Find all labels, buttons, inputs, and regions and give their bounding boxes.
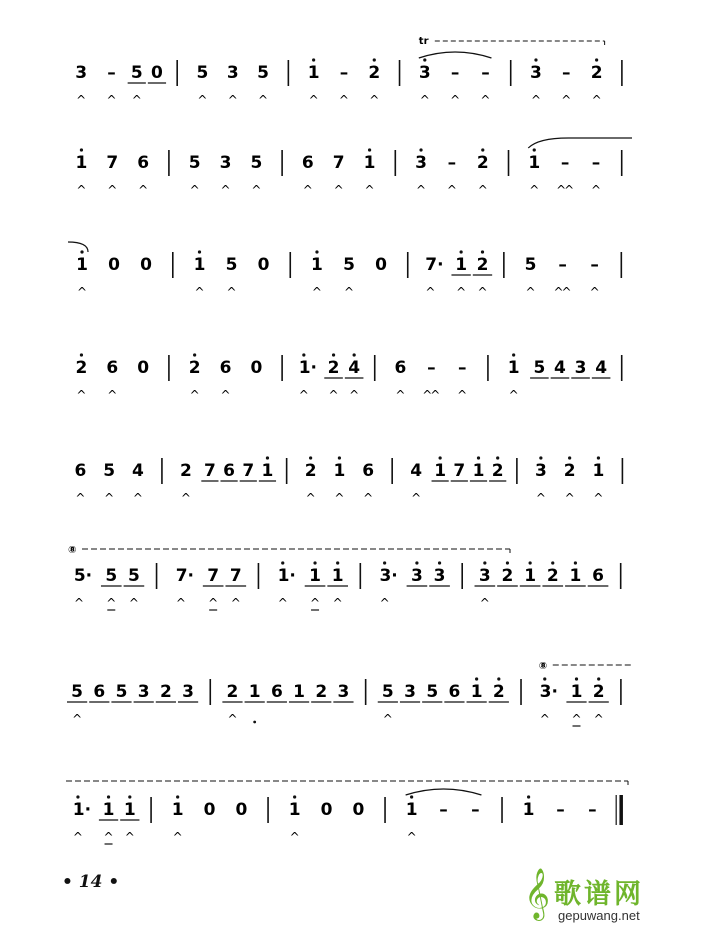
note: 3: [415, 153, 427, 173]
note: 1: [293, 682, 305, 702]
octave-dot: [80, 148, 83, 151]
note: 6: [223, 461, 236, 481]
note: 5: [115, 682, 128, 702]
accent-mark: ^: [450, 93, 461, 107]
note: 7: [242, 461, 255, 481]
note: 4: [554, 358, 566, 378]
accent-mark: ^: [328, 388, 339, 402]
note: 1: [472, 461, 485, 481]
octave-dot: [80, 353, 83, 356]
octave-dot: [497, 677, 500, 680]
note: 1: [592, 461, 605, 481]
octave-dot: [312, 58, 315, 61]
accent-mark: ^: [556, 183, 567, 197]
note: –: [471, 800, 480, 820]
note: –: [588, 800, 597, 820]
accent-mark: ^: [310, 596, 321, 610]
note: 0: [137, 358, 150, 378]
accent-mark: ^: [571, 712, 582, 726]
note: 5: [196, 63, 209, 83]
note: 0: [235, 800, 248, 820]
accent-mark: ^: [525, 285, 536, 299]
note: 2: [368, 63, 381, 83]
note: 2: [491, 461, 504, 481]
note: 6: [93, 682, 106, 702]
page-number: • 14 •: [62, 872, 120, 892]
note: 5: [127, 566, 140, 586]
staccato-dot: [253, 721, 256, 724]
accent-mark: ^: [226, 285, 237, 299]
note: 2: [159, 682, 172, 702]
note: –: [457, 358, 467, 378]
note: 1: [288, 800, 301, 820]
note: –: [107, 63, 116, 83]
octave-dot: [533, 148, 536, 151]
note: 3: [182, 682, 195, 702]
octave-dot: [107, 795, 110, 798]
note: –: [562, 63, 571, 83]
note: 1: [434, 461, 447, 481]
accent-mark: ^: [308, 93, 319, 107]
accent-mark: ^: [208, 596, 219, 610]
note: 5: [103, 461, 116, 481]
accent-mark: ^: [589, 285, 600, 299]
accent-mark: ^: [406, 830, 417, 844]
note: 5: [71, 682, 84, 702]
note: –: [447, 153, 457, 173]
note: 6: [592, 566, 604, 586]
octave-dot: [460, 250, 463, 253]
accent-mark: ^: [230, 596, 241, 610]
octave-dot: [539, 456, 542, 459]
accent-mark: ^: [311, 285, 322, 299]
treble-clef-icon: 𝄞: [524, 868, 551, 919]
octave-dot: [574, 561, 577, 564]
note: 5: [533, 358, 546, 378]
note: 5: [130, 63, 143, 83]
accent-mark: ^: [128, 596, 139, 610]
note: 1: [193, 255, 206, 275]
accent-mark: ^: [529, 183, 540, 197]
accent-mark: ^: [124, 830, 135, 844]
note: 1·: [298, 358, 317, 378]
accent-mark: ^: [106, 596, 117, 610]
slur: [419, 52, 492, 58]
accent-mark: ^: [480, 93, 491, 107]
note: –: [427, 358, 436, 378]
accent-mark: ^: [72, 830, 83, 844]
note: 3: [219, 153, 232, 173]
accent-mark: ^: [72, 712, 83, 726]
accent-mark: ^: [227, 712, 238, 726]
accent-mark: ^: [422, 388, 433, 402]
accent-mark: ^: [349, 388, 360, 402]
accent-mark: ^: [363, 491, 374, 505]
note: 4: [410, 461, 423, 481]
note: –: [558, 255, 567, 275]
note: 6: [219, 358, 232, 378]
note: 2: [304, 461, 317, 481]
octave-dot: [477, 456, 480, 459]
note: 0: [151, 63, 163, 83]
octave-dot: [575, 677, 578, 680]
accent-mark: ^: [76, 93, 87, 107]
trill-mark: tr: [418, 36, 429, 47]
note: 3: [226, 63, 239, 83]
octave-dot: [313, 561, 316, 564]
note: 3: [433, 566, 446, 586]
note: 3: [574, 358, 587, 378]
note: 5: [250, 153, 263, 173]
accent-mark: ^: [107, 388, 118, 402]
note: –: [450, 63, 460, 83]
note: 5: [225, 255, 238, 275]
accent-mark: ^: [220, 388, 231, 402]
octave-dot: [506, 561, 509, 564]
note: 2: [476, 153, 489, 173]
accent-mark: ^: [369, 93, 380, 107]
octave-dot: [597, 677, 600, 680]
octave-dot: [439, 456, 442, 459]
note: 1: [455, 255, 468, 275]
accent-mark: ^: [561, 285, 572, 299]
accent-mark: ^: [564, 491, 575, 505]
note: 1: [363, 153, 376, 173]
octave-dot: [198, 250, 201, 253]
note: 7: [453, 461, 466, 481]
note: –: [481, 63, 490, 83]
accent-mark: ^: [104, 491, 115, 505]
accent-mark: ^: [446, 183, 457, 197]
accent-mark: ^: [194, 285, 205, 299]
note: 1: [333, 461, 346, 481]
slur: [406, 789, 482, 795]
note: 0: [375, 255, 387, 275]
octave-dot: [543, 677, 546, 680]
note: 5: [381, 682, 394, 702]
slur-close: [68, 242, 88, 252]
note: 3: [418, 63, 431, 83]
note: 1: [524, 566, 537, 586]
accent-mark: ^: [107, 183, 118, 197]
note: 4: [348, 358, 361, 378]
accent-mark: ^: [73, 596, 85, 610]
octave-dot: [481, 148, 484, 151]
note: 1: [307, 63, 320, 83]
accent-mark: ^: [334, 491, 345, 505]
accent-mark: ^: [197, 93, 208, 107]
note: 3: [337, 682, 350, 702]
note: 3: [534, 461, 547, 481]
watermark-url: gepuwang.net: [558, 908, 640, 923]
accent-mark: ^: [289, 830, 300, 844]
octave-dot: [373, 58, 376, 61]
accent-mark: ^: [553, 285, 564, 299]
note: 7: [332, 153, 345, 173]
note: 7·: [175, 566, 195, 586]
note: 1: [522, 800, 535, 820]
octave-dot: [496, 456, 499, 459]
note: 3: [404, 682, 416, 702]
accent-mark: ^: [338, 93, 349, 107]
octave-dot: [481, 250, 484, 253]
accent-mark: ^: [477, 285, 488, 299]
accent-mark: ^: [227, 93, 238, 107]
note: 6: [106, 358, 119, 378]
note: 6: [362, 461, 375, 481]
accent-mark: ^: [138, 183, 149, 197]
note: 7: [229, 566, 242, 586]
note: 2: [563, 461, 576, 481]
accent-mark: ^: [132, 491, 143, 505]
note: 6: [74, 461, 87, 481]
octave-dot: [595, 58, 598, 61]
note: 7·: [425, 255, 444, 275]
octave-dot: [293, 795, 296, 798]
accent-mark: ^: [76, 388, 87, 402]
accent-mark: ^: [298, 388, 309, 402]
octave-dot: [410, 795, 413, 798]
note: 2: [75, 358, 88, 378]
note: 3: [75, 63, 88, 83]
octave-dot: [527, 795, 530, 798]
note: 6: [394, 358, 407, 378]
note: 5: [343, 255, 355, 275]
note: 1: [528, 153, 541, 173]
octave-dot: [368, 148, 371, 151]
accent-mark: ^: [593, 491, 604, 505]
octave-dot: [80, 250, 83, 253]
octave-dot: [332, 353, 335, 356]
octave-dot: [415, 561, 418, 564]
note: 3: [410, 566, 423, 586]
note: 6: [270, 682, 283, 702]
note: 1: [76, 255, 88, 275]
note: –: [560, 153, 570, 173]
note: –: [556, 800, 565, 820]
note: 0: [108, 255, 120, 275]
accent-mark: ^: [591, 93, 602, 107]
accent-mark: ^: [343, 285, 355, 299]
accent-mark: ^: [172, 830, 183, 844]
accent-mark: ^: [379, 596, 390, 610]
octave-dot: [423, 58, 426, 61]
accent-mark: ^: [535, 491, 546, 505]
accent-mark: ^: [305, 491, 316, 505]
note: –: [591, 153, 601, 173]
accent-mark: ^: [430, 388, 441, 402]
note: 5: [188, 153, 201, 173]
accent-mark: ^: [561, 93, 572, 107]
accent-mark: ^: [590, 183, 602, 197]
note: 0: [203, 800, 216, 820]
octave-dot: [597, 456, 600, 459]
octave-dot: [266, 456, 269, 459]
note: 1·: [277, 566, 296, 586]
accent-mark: ^: [419, 93, 430, 107]
octave-dot: [419, 148, 422, 151]
note: 1: [102, 800, 115, 820]
note: 3: [530, 63, 542, 83]
note: 2: [476, 255, 489, 275]
accent-mark: ^: [76, 285, 88, 299]
note: 1: [470, 682, 483, 702]
note: 2: [226, 682, 239, 702]
note: 1: [261, 461, 274, 481]
accent-mark: ^: [395, 388, 406, 402]
note: 0: [250, 358, 263, 378]
note: 1: [507, 358, 520, 378]
note: 2: [501, 566, 514, 586]
octave-dot: [568, 456, 571, 459]
octave-dot: [534, 58, 537, 61]
note: 2: [315, 682, 328, 702]
note: 2: [188, 358, 201, 378]
note: 1: [405, 800, 418, 820]
octave-dot: [309, 456, 312, 459]
note: 1: [123, 800, 136, 820]
note: 1: [570, 682, 583, 702]
octave-dot: [475, 677, 478, 680]
note: 0: [140, 255, 153, 275]
accent-mark: ^: [76, 183, 87, 197]
accent-mark: ^: [425, 285, 436, 299]
note: 6: [301, 153, 314, 173]
octave-dot: [336, 561, 339, 564]
octave-dot: [483, 561, 486, 564]
note: –: [339, 63, 349, 83]
note: 2: [546, 566, 559, 586]
ottava-mark: ⑧: [68, 545, 77, 556]
note: 6: [137, 153, 150, 173]
octave-dot: [529, 561, 532, 564]
note: 0: [257, 255, 270, 275]
accent-mark: ^: [364, 183, 375, 197]
accent-mark: ^: [220, 183, 231, 197]
accent-mark: ^: [258, 93, 269, 107]
note: 3·: [539, 682, 558, 702]
octave-dot: [315, 250, 318, 253]
accent-mark: ^: [382, 712, 393, 726]
watermark-title: 歌谱网: [554, 879, 644, 910]
accent-mark: ^: [457, 388, 468, 402]
octave-dot: [76, 795, 79, 798]
accent-mark: ^: [530, 93, 542, 107]
octave-dot: [512, 353, 515, 356]
accent-mark: ^: [411, 491, 422, 505]
note: 1: [311, 255, 323, 275]
octave-dot: [551, 561, 554, 564]
note: 2: [592, 682, 605, 702]
octave-dot: [302, 353, 305, 356]
accent-mark: ^: [508, 388, 519, 402]
note: 1: [75, 153, 88, 173]
accent-mark: ^: [416, 183, 427, 197]
note: 7: [203, 461, 216, 481]
note: 3·: [379, 566, 398, 586]
note: 7: [106, 153, 119, 173]
note: 2: [179, 461, 192, 481]
octave-dot: [353, 353, 356, 356]
note: 2: [327, 358, 340, 378]
accent-mark: ^: [539, 712, 550, 726]
note: 1: [248, 682, 261, 702]
note: 5: [105, 566, 118, 586]
note: 2: [492, 682, 505, 702]
note: 0: [320, 800, 333, 820]
note: 5: [426, 682, 439, 702]
slur-open: [528, 138, 632, 148]
octave-dot: [438, 561, 441, 564]
note: 2: [590, 63, 603, 83]
note: –: [439, 800, 448, 820]
note: 4: [595, 358, 608, 378]
note: 1: [309, 566, 321, 586]
accent-mark: ^: [564, 183, 575, 197]
accent-mark: ^: [103, 830, 114, 844]
note: 1·: [72, 800, 92, 820]
accent-mark: ^: [593, 712, 604, 726]
accent-mark: ^: [189, 183, 200, 197]
watermark-logo[interactable]: [524, 868, 684, 928]
note: –: [590, 255, 599, 275]
octave-dot: [193, 353, 196, 356]
octave-dot: [128, 795, 131, 798]
accent-mark: ^: [456, 285, 467, 299]
accent-mark: ^: [106, 93, 117, 107]
accent-mark: ^: [189, 388, 200, 402]
accent-mark: ^: [332, 596, 343, 610]
note: 5: [257, 63, 270, 83]
accent-mark: ^: [477, 183, 488, 197]
accent-mark: ^: [175, 596, 186, 610]
note: 4: [132, 461, 144, 481]
accent-mark: ^: [479, 596, 490, 610]
accent-mark: ^: [180, 491, 191, 505]
note: 1: [331, 566, 344, 586]
octave-dot: [383, 561, 386, 564]
note: 5: [524, 255, 537, 275]
octave-dot: [338, 456, 341, 459]
accent-mark: ^: [131, 93, 142, 107]
octave-dot: [281, 561, 284, 564]
note: 3: [137, 682, 150, 702]
accent-mark: ^: [251, 183, 262, 197]
note: 6: [448, 682, 461, 702]
accent-mark: ^: [333, 183, 344, 197]
note: 1: [171, 800, 184, 820]
accent-mark: ^: [277, 596, 288, 610]
ottava-mark: ⑧: [538, 661, 548, 672]
note: 5·: [73, 566, 93, 586]
note: 7: [207, 566, 220, 586]
note: 3: [478, 566, 491, 586]
octave-dot: [176, 795, 179, 798]
accent-mark: ^: [75, 491, 86, 505]
note: 0: [352, 800, 365, 820]
accent-mark: ^: [302, 183, 313, 197]
note: 1: [569, 566, 582, 586]
